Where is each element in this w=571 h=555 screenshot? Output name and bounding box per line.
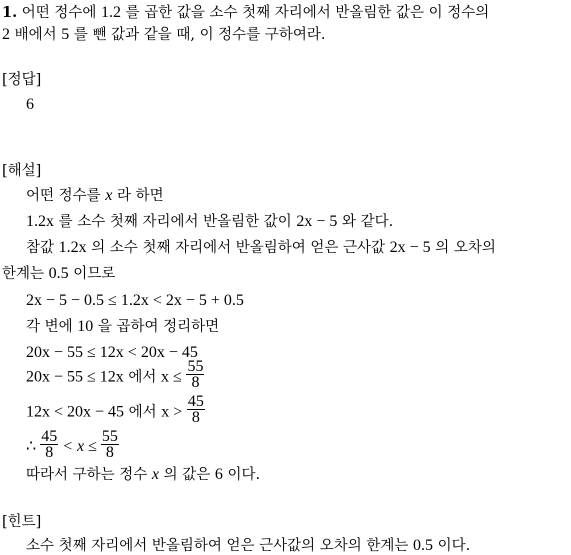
problem-line-1: 1. 어떤 정수에 1.2 를 곱한 값을 소수 첫째 자리에서 반올림한 값은 이 정수의 xyxy=(2,4,490,21)
solution-line-2: 1.2x 를 소수 첫째 자리에서 반올림한 값이 2x − 5 와 같다. xyxy=(26,213,394,230)
fraction-45-8: $\frac{45}{8}$ xyxy=(187,393,204,426)
fraction-45-8-final: $\frac{45}{8}$ xyxy=(41,428,58,461)
solution-line-3: 참값 1.2x 의 소수 첫째 자리에서 반올림하여 얻은 근사값 2x − 5 의 오차의 xyxy=(26,239,496,256)
solution-line-1: 어떤 정수를 x 라 하면 xyxy=(26,187,164,204)
answer-header: [정답] xyxy=(2,72,42,88)
problem-line-2: 2 배에서 5 를 뺀 값과 같을 때, 이 정수를 구하여라. xyxy=(2,26,326,43)
solution-conclusion: 따라서 구하는 정수 x 의 값은 6 이다. xyxy=(26,466,261,483)
answer-value: 6 xyxy=(26,96,34,113)
hint-header: [힌트] xyxy=(2,514,42,530)
solution-line-5: 각 변에 10 을 곱하여 정리하면 xyxy=(26,318,220,335)
problem-number: 1. xyxy=(2,4,18,21)
final-inequality: ∴ $\frac{45}{8}$ < x ≤ $\frac{55}{8}$ xyxy=(26,428,118,461)
solution-line-4: 한계는 0.5 이므로 xyxy=(2,265,116,282)
hint-text: 소수 첫째 자리에서 반올림하여 얻은 근사값의 오차의 한계는 0.5 이다. xyxy=(26,537,471,554)
fraction-55-8-final: $\frac{55}{8}$ xyxy=(101,428,118,461)
inequality-1: 2x − 5 − 0.5 ≤ 1.2x < 2x − 5 + 0.5 xyxy=(26,292,244,309)
solution-header: [해설] xyxy=(2,163,42,179)
inequality-2: 20x − 55 ≤ 12x < 20x − 45 xyxy=(26,344,198,361)
inequality-4: 12x < 20x − 45 에서 x > $\frac{45}{8}$ xyxy=(26,393,204,426)
therefore-symbol: ∴ xyxy=(26,438,37,456)
inequality-3: 20x − 55 ≤ 12x 에서 x ≤ $\frac{55}{8}$ xyxy=(26,358,204,391)
fraction-55-8: $\frac{55}{8}$ xyxy=(187,358,204,391)
